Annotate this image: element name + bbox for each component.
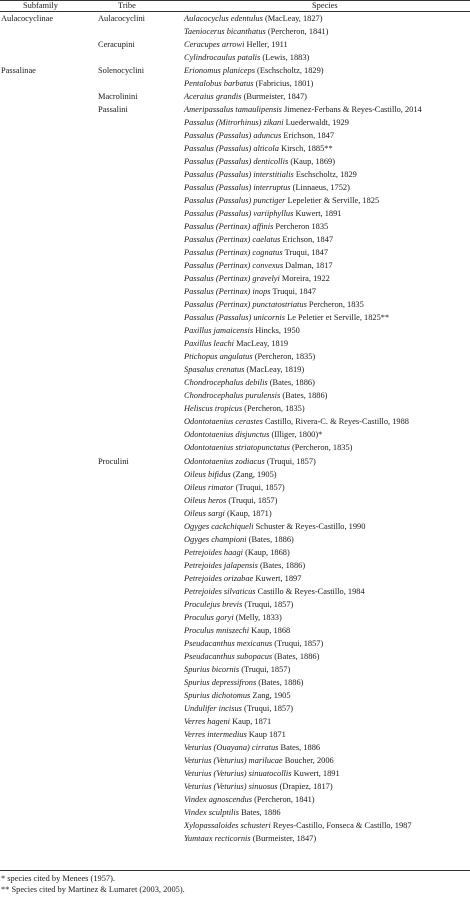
species-row: [184, 404, 305, 414]
species-row: [184, 248, 328, 258]
species-name: Passalus (Pertinax) cognatus: [184, 248, 283, 258]
species-name: Veturius (Veturius) marilucae: [184, 756, 283, 766]
species-name: Pseudacanthus subopacus: [184, 651, 273, 661]
species-authority: (Kaup, 1869): [288, 156, 335, 166]
species-name: Vindex sculptilis: [184, 808, 239, 818]
species-name: Passalus (Passalus) variiphyllus: [184, 208, 294, 218]
species-authority: Jimenez-Ferbans & Reyes-Castillo, 2014: [281, 104, 422, 114]
species-name: Proculus goryi: [184, 612, 234, 622]
tribe-label: Aulacocyclini: [98, 13, 145, 23]
species-name: Yumtaax recticornis: [184, 834, 251, 844]
species-authority: (Burmeister, 1847): [241, 91, 307, 101]
species-authority: (Bates, 1886): [267, 378, 315, 388]
species-authority: Erichson, 1847: [280, 235, 334, 244]
subfamily-label: Passalinae: [1, 65, 36, 75]
species-name: Odontotaenius zodiacus: [184, 456, 265, 466]
species-name: Ptichopus angulatus: [184, 352, 253, 362]
species-authority: (Burmeister, 1847): [250, 834, 317, 844]
species-authority: (Drapiez, 1817): [277, 782, 333, 792]
species-authority: (Truqui, 1857): [233, 482, 285, 492]
species-authority: Zang, 1905: [250, 691, 291, 701]
species-authority: Heller, 1911: [244, 39, 288, 49]
species-name: Passalus (Passalus) punctiger: [184, 195, 286, 205]
species-authority: Reyes-Castillo, Fonseca & Castillo, 1987: [270, 821, 412, 831]
species-row: [184, 79, 313, 89]
footnote-1: * species cited by Menees (1957).: [1, 874, 115, 883]
species-row: [184, 417, 409, 427]
species-row: [184, 834, 316, 844]
species-name: Passalus (Passalus) denticollis: [184, 156, 289, 166]
species-authority: (Kaup, 1871): [224, 508, 272, 518]
species-authority: (Illiger, 1800)*: [269, 430, 323, 440]
subfamily-label: Aulacocyclinae: [1, 13, 54, 23]
species-row: [184, 92, 307, 102]
tribe-label: Passalini: [98, 104, 128, 114]
species-row: [184, 509, 272, 519]
species-authority: (Truqui, 1857): [241, 704, 294, 714]
species-name: Odontotaenius striatopunctatus: [184, 443, 290, 453]
species-authority: (Zang, 1905): [230, 469, 277, 479]
species-authority: Kirsch, 1885**: [278, 143, 333, 153]
species-name: Passalus (Passalus) aduncus: [184, 130, 282, 140]
species-row: [184, 639, 323, 649]
species-name: Petrejoides jalapensis: [184, 560, 258, 570]
species-authority: MacLeay, 1819: [234, 339, 289, 349]
species-name: Chondrocephalus debilis: [184, 378, 268, 388]
species-row: [184, 613, 282, 623]
species-name: Verres hageni: [184, 717, 230, 727]
species-row: [184, 483, 285, 493]
species-authority: (Bates, 1886): [272, 651, 320, 661]
species-authority: (Bates, 1886): [256, 678, 304, 688]
species-authority: (Bates, 1886): [257, 560, 306, 570]
species-authority: (Truqui, 1857): [264, 456, 316, 466]
species-authority: (Bates, 1886): [280, 391, 328, 401]
species-row: [184, 14, 323, 24]
species-name: Erionomus planiceps: [184, 65, 255, 75]
tribe-label: Macrolinini: [98, 91, 138, 101]
species-row: [184, 105, 422, 115]
species-row: [184, 665, 290, 675]
species-row: [184, 274, 330, 284]
species-name: Paxillus jamaicensis: [184, 326, 254, 336]
species-name: Proculus mniszechi: [184, 625, 250, 635]
species-name: Spurius dichotomus: [184, 691, 251, 701]
species-name: Oileus heros: [184, 495, 227, 505]
species-row: [184, 53, 309, 63]
species-authority: (Fabricius, 1801): [253, 78, 314, 88]
species-name: Oileus bifidus: [184, 469, 231, 479]
table-top-rule: [0, 0, 470, 1]
species-row: [184, 326, 300, 336]
species-row: [184, 183, 350, 193]
species-name: Passalus (Passalus) interruptus: [184, 182, 291, 192]
species-row: [184, 691, 291, 701]
species-row: [184, 378, 315, 388]
species-name: Passalus (Pertinax) convexus: [184, 261, 284, 271]
species-authority: (Percheron, 1835): [242, 404, 305, 414]
species-name: Veturius (Veturius) sinuosus: [184, 782, 278, 792]
species-authority: Eschscholtz, 1829: [293, 169, 357, 179]
species-name: Passalus (Pertinax) inops: [184, 287, 271, 297]
species-authority: (Percheron, 1835): [289, 443, 353, 453]
species-authority: Kaup, 1871: [229, 717, 272, 727]
species-name: Heliscus tropicus: [184, 404, 243, 414]
species-row: [184, 118, 349, 128]
species-name: Pentalobus barbatus: [184, 78, 254, 88]
species-name: Xylopassaloides schusteri: [184, 821, 271, 831]
species-authority: (Eschscholtz, 1829): [254, 65, 324, 75]
species-row: [184, 574, 301, 584]
species-name: Verres intermedius: [184, 730, 247, 740]
species-name: Proculejus brevis: [184, 599, 243, 609]
species-row: [184, 287, 316, 297]
species-row: [184, 443, 352, 453]
species-row: [184, 457, 316, 467]
table-bottom-rule: [0, 870, 470, 871]
species-authority: Truqui, 1847: [270, 287, 316, 297]
species-row: [184, 535, 294, 545]
species-row: [184, 821, 412, 831]
species-name: Petrejoides orizabae: [184, 573, 254, 583]
species-authority: Luederwaldt, 1929: [283, 117, 349, 127]
species-row: [184, 795, 315, 805]
species-row: [184, 587, 365, 597]
footnote-2: ** Species cited by Martinez & Lumaret (2003, 2005).: [1, 885, 185, 894]
species-authority: Le Peletier et Serville, 1825**: [284, 313, 390, 323]
species-authority: (Truqui, 1857): [239, 665, 291, 674]
species-authority: Castillo & Reyes-Castillo, 1984: [255, 586, 365, 596]
species-authority: Truqui, 1847: [282, 248, 329, 258]
species-name: Cylindrocaulus patalis: [184, 52, 261, 62]
species-row: [184, 808, 281, 818]
species-row: [184, 470, 277, 480]
species-authority: (Percheron, 1835): [252, 352, 316, 362]
species-row: [184, 626, 290, 636]
species-authority: Kuwert, 1891: [293, 208, 342, 218]
species-name: Passalus (Passalus) unicornis: [184, 313, 285, 323]
species-name: Petrejoides haagi: [184, 547, 244, 557]
species-name: Aulacocyclus edentulus: [184, 13, 263, 23]
species-row: [184, 157, 335, 167]
header-subfamily: Subfamily: [23, 1, 58, 10]
species-authority: Castillo, Rivera-C. & Reyes-Castillo, 1988: [262, 417, 409, 427]
species-row: [184, 391, 327, 401]
species-row: [184, 144, 333, 154]
species-row: [184, 352, 315, 362]
species-name: Passalus (Passalus) alticola: [184, 143, 279, 153]
species-name: Ceracupes arrowi: [184, 39, 245, 49]
species-name: Vindex agnoscendus: [184, 795, 252, 805]
species-row: [184, 209, 342, 219]
species-authority: Kuwert, 1897: [253, 573, 302, 583]
species-row: [184, 66, 324, 76]
species-authority: (Linnaeus, 1752): [290, 182, 350, 192]
species-name: Spurius depressifrons: [184, 678, 257, 688]
species-row: [184, 730, 286, 740]
species-authority: Kaup, 1868: [249, 625, 291, 635]
species-name: Oileus rimator: [184, 482, 234, 492]
species-authority: Bates, 1886: [278, 743, 321, 753]
species-row: [184, 769, 340, 779]
species-row: [184, 430, 322, 440]
species-name: Aceraius grandis: [184, 91, 242, 101]
species-authority: (Percheron, 1841): [265, 26, 329, 36]
species-row: [184, 313, 389, 323]
species-name: Passalus (Pertinax) affinis: [184, 221, 274, 231]
species-row: [184, 496, 277, 506]
tribe-label: Ceracupini: [98, 39, 135, 49]
species-authority: Kuwert, 1891: [291, 769, 340, 779]
species-name: Passalus (Pertinax) caelatus: [184, 235, 281, 244]
tribe-label: Solenocyclini: [98, 65, 145, 75]
species-authority: (Kaup, 1868): [243, 547, 290, 557]
species-authority: (Bates, 1886): [246, 534, 294, 544]
species-authority: Bates, 1886: [238, 808, 281, 818]
species-name: Pseudacanthus mexicanus: [184, 638, 273, 648]
species-name: Undulifer incisus: [184, 704, 242, 714]
species-row: [184, 235, 333, 245]
species-row: [184, 522, 365, 532]
species-name: Chondrocephalus purulensis: [184, 391, 281, 401]
header-bottom-rule: [0, 11, 470, 12]
species-row: [184, 170, 357, 180]
species-name: Passalus (Pertinax) punctatostriatus: [184, 300, 307, 310]
species-row: [184, 300, 364, 310]
species-authority: (Melly, 1833): [233, 612, 282, 622]
species-authority: Hincks, 1950: [253, 326, 300, 336]
species-name: Spasalus crenatus: [184, 365, 245, 375]
species-authority: Dalman, 1817: [283, 261, 333, 271]
species-row: [184, 756, 334, 766]
species-authority: Lepeletier & Serville, 1825: [285, 195, 380, 205]
species-row: [184, 561, 305, 571]
species-name: Paxillus leachi: [184, 339, 235, 349]
header-tribe: Tribe: [118, 1, 136, 10]
species-name: Veturius (Veturius) sinuatocollis: [184, 769, 292, 779]
species-name: Ogyges cackchiqueli: [184, 521, 254, 531]
species-authority: (Truqui, 1857): [242, 599, 294, 609]
species-name: Oileus sargi: [184, 508, 225, 518]
species-authority: (MacLeay, 1827): [262, 13, 323, 23]
species-authority: Boucher, 2006: [282, 756, 334, 766]
species-row: [184, 131, 334, 141]
species-row: [184, 261, 333, 271]
species-row: [184, 365, 304, 375]
species-row: [184, 678, 303, 688]
species-row: [184, 652, 319, 662]
species-name: Petrejoides silvaticus: [184, 586, 256, 596]
species-name: Ogyges championi: [184, 534, 247, 544]
tribe-label: Proculini: [98, 456, 129, 466]
species-row: [184, 717, 271, 727]
species-authority: Erichson, 1847: [281, 130, 335, 140]
species-name: Passalus (Mitrorhinus) zikani: [184, 117, 284, 127]
species-row: [184, 196, 379, 206]
species-authority: Kaup 1871: [246, 730, 286, 740]
species-authority: (Truqui, 1857): [272, 638, 324, 648]
species-row: [184, 782, 333, 792]
species-name: Taeniocerus bicanthatus: [184, 26, 266, 36]
species-authority: (Truqui, 1857): [226, 495, 278, 505]
species-row: [184, 600, 293, 610]
species-authority: Percheron 1835: [273, 221, 329, 231]
species-authority: Percheron, 1835: [306, 300, 364, 310]
species-row: [184, 548, 290, 558]
species-authority: (MacLeay, 1819): [244, 365, 305, 375]
species-row: [184, 27, 328, 37]
species-name: Spurius bicornis: [184, 665, 240, 674]
species-authority: (Lewis, 1883): [260, 52, 310, 62]
species-row: [184, 704, 293, 714]
species-name: Passalus (Passalus) interstitialis: [184, 169, 294, 179]
species-name: Passalus (Pertinax) gravelyi: [184, 274, 280, 284]
species-row: [184, 222, 328, 232]
species-authority: Moreira, 1922: [279, 274, 330, 284]
species-row: [184, 339, 288, 349]
species-authority: Schuster & Reyes-Castillo, 1990: [253, 521, 366, 531]
header-species: Species: [312, 1, 338, 10]
species-row: [184, 743, 320, 753]
species-name: Odontotaenius cerastes: [184, 417, 263, 427]
species-authority: (Percheron, 1841): [252, 795, 315, 805]
species-name: Odontotaenius disjunctus: [184, 430, 270, 440]
species-row: [184, 40, 288, 50]
species-name: Veturius (Ouayana) cirratus: [184, 743, 279, 753]
species-name: Ameripassalus tamaulipensis: [184, 104, 282, 114]
